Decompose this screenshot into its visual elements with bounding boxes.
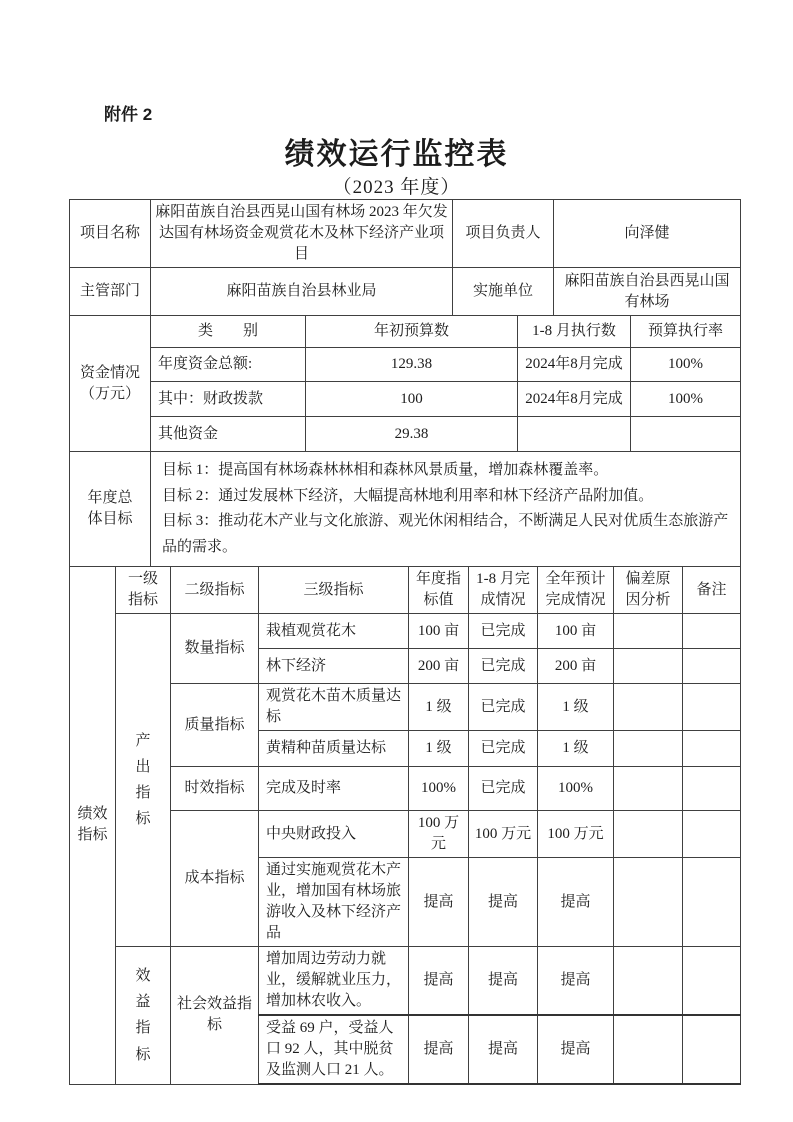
project-leader-label: 项目负责人	[453, 200, 554, 268]
attachment-label: 附件 2	[104, 105, 153, 124]
table-row	[70, 268, 741, 316]
deviation-value	[614, 731, 683, 767]
funding-execution: 2024年8月完成	[518, 348, 631, 382]
funding-rate	[631, 417, 741, 452]
indicator-row	[70, 947, 741, 1016]
forecast-value: 提高	[538, 947, 614, 1016]
funding-budget: 100	[306, 382, 518, 417]
impl-unit-label: 实施单位	[453, 268, 554, 316]
annual-goals-label	[70, 452, 151, 567]
monitoring-table	[69, 199, 740, 1085]
indicator-row	[70, 767, 741, 811]
project-name-label: 项目名称	[70, 200, 151, 268]
level3-indicator: 观赏花木苗木质量达标	[259, 684, 409, 731]
level1-output-text: 产出指标	[135, 732, 151, 828]
note-value	[683, 811, 741, 858]
progress-value: 已完成	[469, 614, 538, 649]
note-value	[683, 684, 741, 731]
funding-execution	[518, 417, 631, 452]
funding-header-category: 类 别	[151, 316, 306, 348]
annual-target-value: 200 亩	[409, 649, 469, 684]
progress-value: 提高	[469, 947, 538, 1016]
page-title: 绩效运行监控表	[284, 138, 509, 171]
level1-output	[116, 614, 171, 947]
table-row	[70, 382, 741, 417]
header-level1-text: 一级指标	[127, 571, 158, 608]
level3-indicator: 受益 69 户，受益人口 92 人，其中脱贫及监测人口 21 人。	[259, 1015, 409, 1084]
level3-indicator: 完成及时率	[259, 767, 409, 811]
funding-category: 其他资金	[151, 417, 306, 452]
level1-benefit-text: 效益指标	[135, 967, 151, 1063]
progress-value: 提高	[469, 858, 538, 947]
level2-quality: 质量指标	[171, 684, 259, 767]
deviation-value	[614, 684, 683, 731]
project-name-value: 麻阳苗族自治县西晃山国有林场 2023 年欠发达国有林场资金观赏花木及林下经济产业项目	[151, 200, 453, 268]
level2-social: 社会效益指标	[171, 947, 259, 1085]
annual-target-value: 100 万元	[409, 811, 469, 858]
header-note: 备注	[683, 567, 741, 614]
progress-value: 已完成	[469, 767, 538, 811]
progress-value: 已完成	[469, 731, 538, 767]
table-row	[70, 200, 741, 268]
annual-target-value: 提高	[409, 947, 469, 1016]
funding-execution: 2024年8月完成	[518, 382, 631, 417]
progress-value: 已完成	[469, 684, 538, 731]
annual-goals-content	[151, 452, 741, 567]
header-level1	[116, 567, 171, 614]
funding-header-budget: 年初预算数	[306, 316, 518, 348]
forecast-value: 1 级	[538, 684, 614, 731]
project-info-table	[69, 199, 741, 316]
project-leader-value: 向泽健	[554, 200, 741, 268]
deviation-value	[614, 649, 683, 684]
header-deviation	[614, 567, 683, 614]
deviation-value	[614, 947, 683, 1016]
annual-target-value: 1 级	[409, 731, 469, 767]
progress-value: 已完成	[469, 649, 538, 684]
note-value	[683, 614, 741, 649]
header-annual-target	[409, 567, 469, 614]
deviation-value	[614, 811, 683, 858]
progress-value: 100 万元	[469, 811, 538, 858]
indicators-section-label-text: 绩效指标	[77, 806, 108, 844]
funding-category: 年度资金总额:	[151, 348, 306, 382]
annual-target-value: 1 级	[409, 684, 469, 731]
level2-quantity: 数量指标	[171, 614, 259, 684]
level1-benefit	[116, 947, 171, 1085]
forecast-value: 提高	[538, 858, 614, 947]
funding-rate: 100%	[631, 348, 741, 382]
header-level3: 三级指标	[259, 567, 409, 614]
funding-header-execution: 1-8 月执行数	[518, 316, 631, 348]
forecast-value: 1 级	[538, 731, 614, 767]
impl-unit-value: 麻阳苗族自治县西晃山国有林场	[554, 268, 741, 316]
level3-indicator: 增加周边劳动力就业，缓解就业压力，增加林农收入。	[259, 947, 409, 1016]
table-row	[70, 417, 741, 452]
table-row	[70, 348, 741, 382]
indicator-row	[70, 614, 741, 649]
note-value	[683, 1015, 741, 1084]
header-deviation-text: 偏差原因分析	[625, 571, 671, 608]
header-progress: 1-8 月完成情况	[469, 567, 538, 614]
table-row	[70, 567, 741, 614]
deviation-value	[614, 1015, 683, 1084]
funding-rate: 100%	[631, 382, 741, 417]
annual-target-value: 100 亩	[409, 614, 469, 649]
annual-target-value: 提高	[409, 1015, 469, 1084]
deviation-value	[614, 767, 683, 811]
forecast-value: 200 亩	[538, 649, 614, 684]
level3-indicator: 黄精种苗质量达标	[259, 731, 409, 767]
forecast-value: 100 万元	[538, 811, 614, 858]
forecast-value: 提高	[538, 1015, 614, 1084]
table-row	[70, 452, 741, 567]
dept-value: 麻阳苗族自治县林业局	[151, 268, 453, 316]
annual-goals-table	[69, 451, 741, 567]
note-value	[683, 767, 741, 811]
funding-header-rate: 预算执行率	[631, 316, 741, 348]
indicator-row	[70, 811, 741, 858]
note-value	[683, 649, 741, 684]
level3-indicator: 栽植观赏花木	[259, 614, 409, 649]
level3-indicator: 中央财政投入	[259, 811, 409, 858]
deviation-value	[614, 858, 683, 947]
table-row	[70, 316, 741, 348]
annual-goals-label-text: 年度总体目标	[87, 490, 133, 527]
funding-table	[69, 315, 741, 452]
level2-timeliness: 时效指标	[171, 767, 259, 811]
annual-target-value: 100%	[409, 767, 469, 811]
indicators-section-label	[70, 567, 116, 1085]
header-forecast: 全年预计完成情况	[538, 567, 614, 614]
page-subtitle: （2023 年度）	[332, 177, 461, 198]
note-value	[683, 947, 741, 1016]
deviation-value	[614, 614, 683, 649]
forecast-value: 100%	[538, 767, 614, 811]
indicators-table	[69, 566, 741, 1085]
goal-line: 目标 2：通过发展林下经济，大幅提高林地利用率和林下经济产品附加值。	[162, 487, 654, 504]
funding-budget: 129.38	[306, 348, 518, 382]
goal-line: 目标 3：推动花木产业与文化旅游、观光休闲相结合，不断满足人民对优质生态旅游产品的需求。	[162, 513, 729, 555]
funding-budget: 29.38	[306, 417, 518, 452]
funding-category: 其中：财政拨款	[151, 382, 306, 417]
funding-section-label: 资金情况（万元）	[70, 316, 151, 452]
note-value	[683, 858, 741, 947]
level2-cost: 成本指标	[171, 811, 259, 947]
level3-indicator: 通过实施观赏花木产业，增加国有林场旅游收入及林下经济产品	[259, 858, 409, 947]
header-annual-target-text: 年度指标值	[415, 571, 461, 608]
header-level2: 二级指标	[171, 567, 259, 614]
indicator-row	[70, 684, 741, 731]
annual-target-value: 提高	[409, 858, 469, 947]
progress-value: 提高	[469, 1015, 538, 1084]
level3-indicator: 林下经济	[259, 649, 409, 684]
forecast-value: 100 亩	[538, 614, 614, 649]
dept-label: 主管部门	[70, 268, 151, 316]
note-value	[683, 731, 741, 767]
goal-line: 目标 1：提高国有林场森林林相和森林风景质量，增加森林覆盖率。	[162, 462, 609, 478]
